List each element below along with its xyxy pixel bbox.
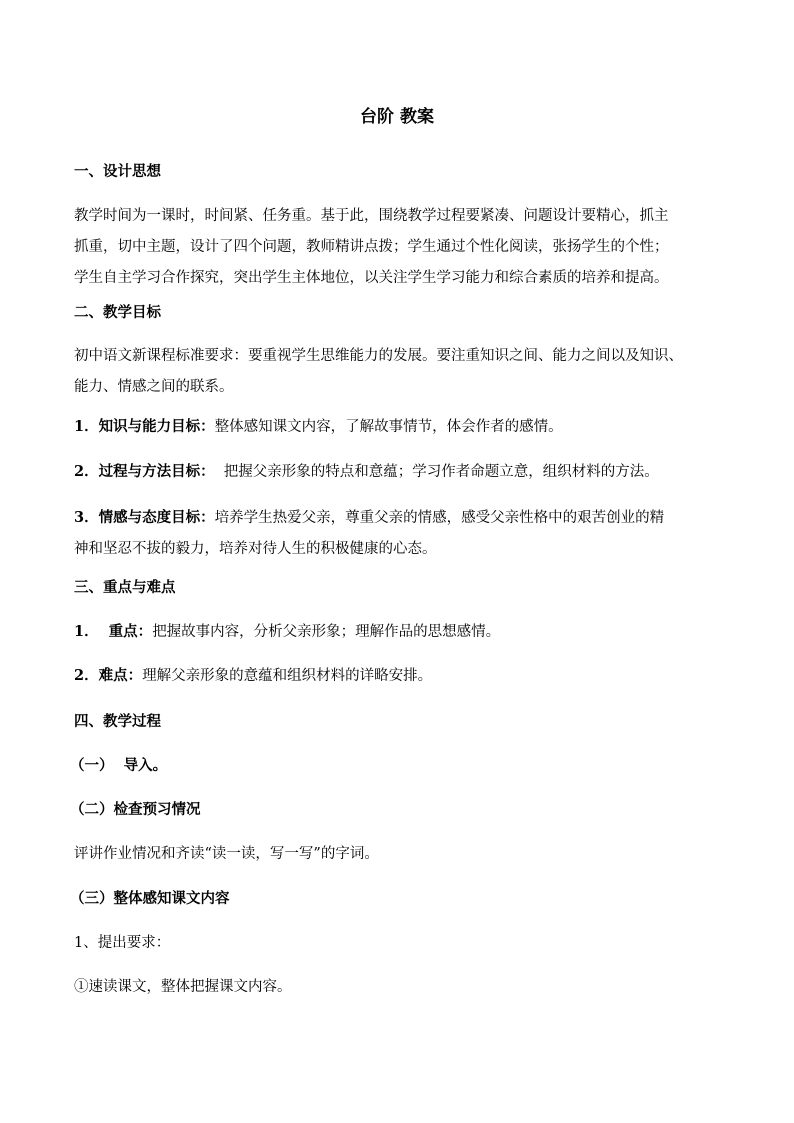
- process-step-2: （二）检查预习情况: [70, 801, 201, 818]
- goal-item-1: [74, 411, 724, 443]
- keypoint-item-2: [74, 660, 724, 692]
- section-heading-keypoints: 三、重点与难点: [74, 579, 176, 596]
- goals-intro-paragraph: [74, 341, 724, 403]
- design-paragraph: [74, 201, 724, 294]
- goal-item-2: [74, 456, 724, 488]
- paragraph-line: 能力、情感之间的联系。: [74, 379, 234, 395]
- requirements-heading: 1、提出要求：: [74, 935, 171, 951]
- keypoint-text: 理解父亲形象的意蕴和组织材料的详略安排。: [142, 668, 433, 684]
- goal-label: 3．情感与态度目标：: [74, 509, 215, 526]
- goal-text: 把握父亲形象的特点和意蕴；学习作者命题立意，组织材料的方法。: [214, 464, 659, 480]
- paragraph-line: 初中语文新课程标准要求：要重视学生思维能力的发展。要注重知识之间、能力之间以及知识、: [74, 348, 683, 364]
- process-step-3: （三）整体感知课文内容: [70, 890, 230, 907]
- section-heading-goals: 二、教学目标: [74, 304, 161, 321]
- requirement-item-1: ①速读课文，整体把握课文内容。: [74, 979, 292, 995]
- process-step-1: （一） 导入。: [70, 757, 168, 774]
- section-heading-design: 一、设计思想: [74, 163, 161, 180]
- keypoint-label: 1． 重点：: [74, 623, 153, 640]
- paragraph-line: 教学时间为一课时，时间紧、任务重。基于此，围绕教学过程要紧凑、问题设计要精心，抓主: [74, 208, 669, 224]
- goal-text: 整体感知课文内容，了解故事情节，体会作者的感情。: [214, 419, 563, 435]
- goal-text: 培养学生热爱父亲，尊重父亲的情感，感受父亲性格中的艰苦创业的精: [214, 510, 665, 526]
- goal-label: 1．知识与能力目标：: [74, 418, 215, 435]
- goal-label: 2．过程与方法目标：: [74, 463, 215, 480]
- goal-text: 神和坚忍不拔的毅力，培养对待人生的积极健康的心态。: [74, 541, 437, 557]
- paragraph-line: 学生自主学习合作探究，突出学生主体地位，以关注学生学习能力和综合素质的培养和提高。: [74, 270, 669, 286]
- document-title: 台阶 教案: [360, 107, 434, 127]
- process-step-2-text: 评讲作业情况和齐读“读一读，写一写”的字词。: [74, 846, 379, 862]
- goal-item-3: [74, 502, 724, 565]
- section-heading-process: 四、教学过程: [74, 713, 161, 730]
- keypoint-item-1: [74, 616, 724, 648]
- keypoint-text: 把握故事内容，分析父亲形象；理解作品的思想感情。: [152, 624, 501, 640]
- paragraph-line: 抓重，切中主题，设计了四个问题，教师精讲点拨；学生通过个性化阅读，张扬学生的个性；: [74, 239, 669, 255]
- keypoint-label: 2．难点：: [74, 667, 143, 684]
